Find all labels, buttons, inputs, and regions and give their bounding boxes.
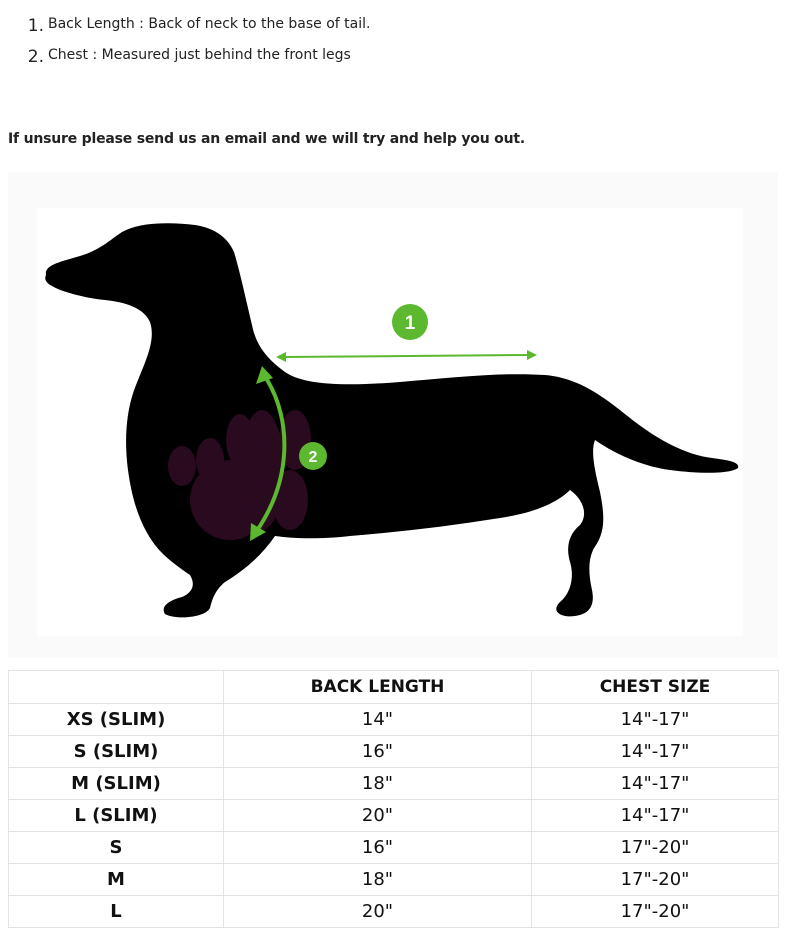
instruction-text: Back Length : Back of neck to the base of tail. [48,16,371,32]
back-length-cell: 18" [224,864,532,896]
help-note: If unsure please send us an email and we will try and help you out. [8,131,525,147]
chest-size-cell: 14"-17" [532,768,779,800]
chest-size-cell: 14"-17" [532,800,779,832]
size-cell: S (SLIM) [9,736,224,768]
marker-1-badge [392,304,428,340]
size-cell: M [9,864,224,896]
size-chart-table [8,670,779,928]
instruction-number: 1. [27,16,44,36]
table-row [9,832,779,864]
header-chest-size: CHEST SIZE [532,671,779,704]
size-cell: L (SLIM) [9,800,224,832]
back-length-cell: 18" [224,768,532,800]
chest-size-cell: 17"-20" [532,832,779,864]
chest-size-cell: 17"-20" [532,896,779,928]
table-row [9,736,779,768]
back-length-cell: 16" [224,832,532,864]
marker-2-label: 2 [308,449,318,466]
size-cell: M (SLIM) [9,768,224,800]
marker-1-label: 1 [404,313,416,334]
size-cell: L [9,896,224,928]
back-length-cell: 14" [224,704,532,736]
dachshund-silhouette [45,223,738,617]
table-row [9,768,779,800]
instruction-number: 2. [27,47,44,67]
back-length-cell: 16" [224,736,532,768]
instruction-text: Chest : Measured just behind the front legs [48,47,351,63]
table-row [9,896,779,928]
table-row [9,800,779,832]
chest-size-cell: 17"-20" [532,864,779,896]
size-cell: S [9,832,224,864]
table-header-row [9,671,779,704]
marker-2-badge [299,442,327,470]
chest-size-cell: 14"-17" [532,704,779,736]
size-cell: XS (SLIM) [9,704,224,736]
header-back-length: BACK LENGTH [224,671,532,704]
back-length-measurement [276,350,537,362]
header-size [9,671,224,704]
table-row [9,704,779,736]
back-length-cell: 20" [224,896,532,928]
back-length-cell: 20" [224,800,532,832]
chest-size-cell: 14"-17" [532,736,779,768]
table-row [9,864,779,896]
